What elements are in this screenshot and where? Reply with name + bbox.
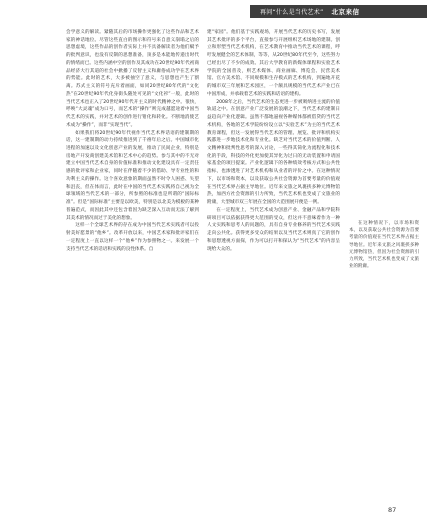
paragraph: 建“家园”。他们基于实践观场，开展当代艺术的历史书写，发展其艺术批评的多个平台，直接参与开展组织艺术场地的建制。创立和形塑当代艺术机构，在艺术教育中推动当代艺术的课程，呼吁发展健全的艺术体制，等等，从20世纪80年代至今，这些努力已经出尽了不少的成效。其后大学教育的新媒体课程和实验艺术学院的全国普及，则艺术媒体、商业画廊、博览会、民营美术馆、官方美术馆、不同规模和生存模式的艺术机构，到遍地开花的城市双三年展和艺术园区，一个颇具规模的当代艺术产业已在中国形成，并承载着艺术的实践和话语的建构。 [207,30,340,97]
pull-quote-sidenote: 在这种情况下，以市场和资本，以及获取公共社会资源为首要考量的价值观在当代艺术界占据主导地位。近年来文旅之风裹挟多种元博物馆热，但因为社会资源的引力所致，当代艺术机也变成了文旅业的附庸。 [349,221,419,270]
header-section-title: 再问“什么是当代艺术” [260,9,324,16]
paragraph: 这样一个全球艺术界的存在成为中国当代艺术实践者可以投射美好愿景的“他乡”。改革开放以来，中国艺术家和批评家们在一定程度上一直以这样一个“他乡”作为参照物之一。来发展一个支持当代艺术的话语和实践的良性体系。自 [66,223,199,252]
paragraph: 会学意义的解读。紧随其后的市场操作更强化了这些作品和艺术家的神话地位。尽管这些直白的图示和符号来自意义崩塌之后的思想虚境，这些作品的创作者实际上并不具备解读者为他们赋予的批判意识，也没有反制的思想准备，顶多是本能地传递出时代的情绪而已。这些内涵中空的创作及其成功在20世纪90年代初商品经济大行其道的社会中掀播了反智主义和庸俗成功学在艺术界的势能。此时的艺术，大多被抽空了意义，与思想也产生了割离。苏式主义的符号充斥着画面，如同20世纪80年代的“文化热”在20世纪90年代化身街头随处可见的“文化衫”一般，此时的当代艺术也正入了20世纪90年代开主义的时代精神之中。很快，呼唤“大灵魂”成为口号，而艺术的“操作”则完成越愿途着中国当代艺术的实践，并对艺术的创作进行钳化和转化。不断地消使艺术成为“操作”，而非“实现当代”。 [66,30,199,128]
paragraph: 如果我们将20世纪90年代视作当代艺术界话语的建制期的话，这一建制期的动力持续推进到了千禧年后之后。中国城市化进程的加速以及文化创意产业的发展，推动了民间企业，特别是房地产开发商创建美术馆和艺术中心的趋势。参与其中的不无对建立中国当代艺术自身的价值标准和推动文化建设具有一定责任感的批评家和企业家，同时在伴随着不少的借助、导专业性的和功利主义的操作。这个喜欢意象的期面虽然不时令人困惑、失望和沮丧，但在体而言，此时在中国的当代艺术实践将自己视为全球领域的当代艺术的一部分，所参照的标准也是所谓的“国际标准”。但是“国际标准”主要是以欧美，特别是以北美为模板的某种普遍范式，而因此其中还包含着因为缺乏深入互动而无法了解到其美术的情况而过于美化的想象。 [66,130,199,221]
middle-text-column [207,29,340,253]
paragraph: 2008年之后，当代艺术的生态更进一步被吸纳进主流的价值轨道之中。在创意产业广泛发展的浪潮之下，当代艺术的建制日益趋向产业化逻辑。虽然不都地逼视各种媒体都被借贷的当代艺术机构，各地的艺术学院纷纷设立以“实验艺术”为主的当代艺术教育课程，但这一发展得当代艺术的管理、展览、批评和机构实践都进一步地技术化和专业化。缺乏对当代艺术的价值判断、人文精神和批判性思考的深入讨论，一些得其简化为流程化和技术化的手段，科技的外化更加使其异化为过日的无动装置和申请国家基金的项目提案。产业化逻辑下的各种绩效考核方式和公共性指标，也渗透进了对艺术机构和从业者的评价之中。在这种情况下，以市场和资本，以及获取公共社会资源为首要考量的价值观在当代艺术界占据主导地位。近年来文旅之风裹挟多种元博物馆热，加西方社会资源的引力所致，当代艺术机也变成了文旅业的附庸，大型城市双三年展在全国的大范围展开便是一例。 [207,99,340,206]
header-column-title: 北京来信 [331,8,360,16]
page-number: 87 [388,506,397,514]
running-header [250,5,427,18]
paragraph: 在一定程度上，当代艺术成为创意产业、金融产品和学院科研项目可以依据获得更大范围的受众，但这并不意味着作为一种人文实践和思考人的问题的，具有自身专业修养的当代艺术实践走向公共化。获得更多受众的结果以及当代艺术则真了它的创作和思想透视方面探，作为可以打开和探认为“当代艺术”的内容呈现给大众的。 [207,207,340,252]
left-text-column [66,29,199,253]
